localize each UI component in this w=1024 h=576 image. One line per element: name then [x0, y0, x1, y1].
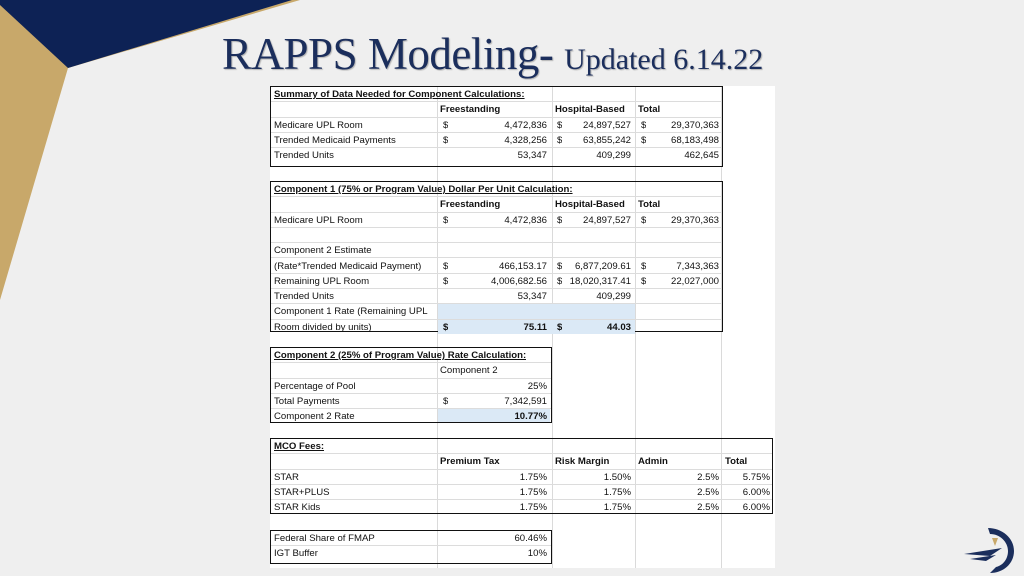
row-label: STAR: [274, 471, 299, 483]
dollar-sign: $: [557, 275, 563, 287]
table-row: [271, 500, 772, 515]
summary-heading: Summary of Data Needed for Component Calculations:: [274, 89, 525, 100]
col-header-premium-tax: Premium Tax: [440, 456, 500, 468]
table-row: [271, 304, 722, 319]
dollar-sign: $: [557, 321, 563, 333]
component1-block: [270, 181, 723, 332]
component1-header-row: [271, 197, 722, 212]
col-header-total: Total: [638, 104, 661, 116]
freestanding-value: 4,006,682.56: [490, 275, 547, 287]
spreadsheet: [270, 86, 775, 568]
risk-margin-value: 1.75%: [603, 502, 631, 514]
dollar-sign: $: [443, 321, 449, 333]
premium-tax-value: 1.75%: [519, 486, 547, 498]
row-label: Component 2 Estimate: [274, 245, 372, 257]
col-header-hospital-based: Hospital-Based: [555, 199, 625, 211]
row-label: Medicare UPL Room: [274, 214, 363, 226]
col-header-total: Total: [638, 199, 661, 211]
title-main: RAPPS Modeling-: [222, 29, 565, 79]
total-value: 5.75%: [742, 471, 770, 483]
fmap-block: [270, 530, 552, 564]
table-row: [271, 259, 722, 274]
row-label: STAR Kids: [274, 502, 321, 514]
summary-block: [270, 86, 723, 167]
mco-header-row: [271, 454, 772, 469]
admin-value: 2.5%: [697, 502, 719, 514]
row-label: Trended Units: [274, 150, 334, 162]
total-value: 29,370,363: [670, 214, 719, 226]
component2-heading: Component 2 (25% of Program Value) Rate Calculation:: [274, 350, 527, 361]
row-label: Remaining UPL Room: [274, 275, 370, 287]
freestanding-value: 4,328,256: [504, 134, 547, 146]
dollar-sign: $: [641, 275, 647, 287]
mco-heading: MCO Fees:: [274, 441, 325, 452]
row-label: Federal Share of FMAP: [274, 533, 375, 544]
row-label: Total Payments: [274, 395, 340, 407]
table-row: [271, 546, 551, 561]
row-label: Percentage of Pool: [274, 380, 356, 392]
table-row: [271, 470, 772, 485]
dollar-sign: $: [443, 260, 449, 272]
total-value: 7,343,363: [676, 260, 719, 272]
dollar-sign: $: [443, 134, 449, 146]
row-label: Trended Units: [274, 291, 334, 303]
freestanding-value: 53,347: [517, 291, 547, 303]
premium-tax-value: 1.75%: [519, 471, 547, 483]
table-row: [271, 213, 722, 228]
total-value: 6.00%: [742, 502, 770, 514]
row-label: Room divided by units): [274, 321, 372, 333]
admin-value: 2.5%: [697, 486, 719, 498]
freestanding-value: 53,347: [517, 150, 547, 162]
total-value: 29,370,363: [670, 119, 719, 131]
dollar-sign: $: [443, 119, 449, 131]
freestanding-value: 466,153.17: [498, 260, 547, 272]
hospital-value: 24,897,527: [582, 214, 631, 226]
payments-value: 7,342,591: [504, 395, 547, 407]
igt-buffer-value: 10%: [527, 548, 547, 560]
dollar-sign: $: [641, 119, 647, 131]
total-value: 68,183,498: [670, 134, 719, 146]
admin-value: 2.5%: [697, 471, 719, 483]
total-value: 6.00%: [742, 486, 770, 498]
dollar-sign: $: [443, 395, 449, 407]
table-row: [271, 118, 722, 133]
row-label: IGT Buffer: [274, 548, 318, 560]
eagle-flag-logo-icon: [962, 526, 1022, 574]
dollar-sign: $: [641, 214, 647, 226]
component2-heading-row: [271, 348, 551, 363]
component2-header-row: [271, 363, 551, 378]
dollar-sign: $: [557, 119, 563, 131]
table-row: [271, 394, 551, 409]
row-label: Trended Medicaid Payments: [274, 134, 396, 146]
row-label: STAR+PLUS: [274, 486, 330, 498]
summary-header-row: [271, 102, 722, 117]
hospital-value: 409,299: [596, 150, 631, 162]
dollar-sign: $: [443, 275, 449, 287]
component1-heading-row: [271, 182, 722, 197]
dollar-sign: $: [557, 214, 563, 226]
dollar-sign: $: [641, 134, 647, 146]
table-row: [271, 148, 722, 163]
premium-tax-value: 1.75%: [519, 502, 547, 514]
row-label: Component 1 Rate (Remaining UPL: [274, 306, 428, 318]
dollar-sign: $: [443, 214, 449, 226]
col-header-component2: Component 2: [440, 365, 498, 377]
fmap-value: 60.46%: [514, 533, 547, 544]
total-value: 22,027,000: [670, 275, 719, 287]
risk-margin-value: 1.75%: [603, 486, 631, 498]
table-row: [271, 320, 722, 335]
component1-heading: Component 1 (75% or Program Value) Dollar Per Unit Calculation:: [274, 184, 573, 195]
col-header-total: Total: [725, 456, 748, 468]
freestanding-value: 4,472,836: [504, 119, 547, 131]
mco-fees-block: [270, 438, 773, 514]
dollar-sign: $: [557, 134, 563, 146]
pool-value: 25%: [527, 380, 547, 392]
freestanding-value: 4,472,836: [504, 214, 547, 226]
dollar-sign: $: [641, 260, 647, 272]
highlight-cell: [438, 304, 635, 319]
summary-heading-row: [271, 87, 722, 102]
dollar-sign: $: [557, 260, 563, 272]
component2-rate-value: 10.77%: [514, 411, 547, 423]
page-title: [222, 28, 763, 80]
col-header-risk-margin: Risk Margin: [555, 456, 610, 468]
row-label: (Rate*Trended Medicaid Payment): [274, 260, 422, 272]
table-row: [271, 409, 551, 424]
col-header-freestanding: Freestanding: [440, 104, 501, 116]
table-row: [271, 133, 722, 148]
table-row: [271, 289, 722, 304]
title-date: Updated 6.14.22: [564, 43, 764, 76]
risk-margin-value: 1.50%: [603, 471, 631, 483]
component1-rate-freestanding: 75.11: [523, 321, 547, 333]
blank-row: [271, 228, 722, 243]
hospital-value: 409,299: [596, 291, 631, 303]
table-row: [271, 274, 722, 289]
col-header-admin: Admin: [638, 456, 668, 468]
col-header-freestanding: Freestanding: [440, 199, 501, 211]
hospital-value: 24,897,527: [582, 119, 631, 131]
row-label: Medicare UPL Room: [274, 119, 363, 131]
row-label: Component 2 Rate: [274, 411, 355, 423]
table-row: [271, 379, 551, 394]
component1-rate-hospital: 44.03: [606, 321, 631, 333]
table-row: [271, 243, 722, 258]
hospital-value: 6,877,209.61: [574, 260, 631, 272]
table-row: [271, 485, 772, 500]
table-row: [271, 531, 551, 546]
mco-heading-row: [271, 439, 772, 454]
component2-block: [270, 347, 552, 423]
hospital-value: 18,020,317.41: [569, 275, 631, 287]
hospital-value: 63,855,242: [582, 134, 631, 146]
col-header-hospital-based: Hospital-Based: [555, 104, 625, 116]
total-value: 462,645: [684, 150, 719, 162]
